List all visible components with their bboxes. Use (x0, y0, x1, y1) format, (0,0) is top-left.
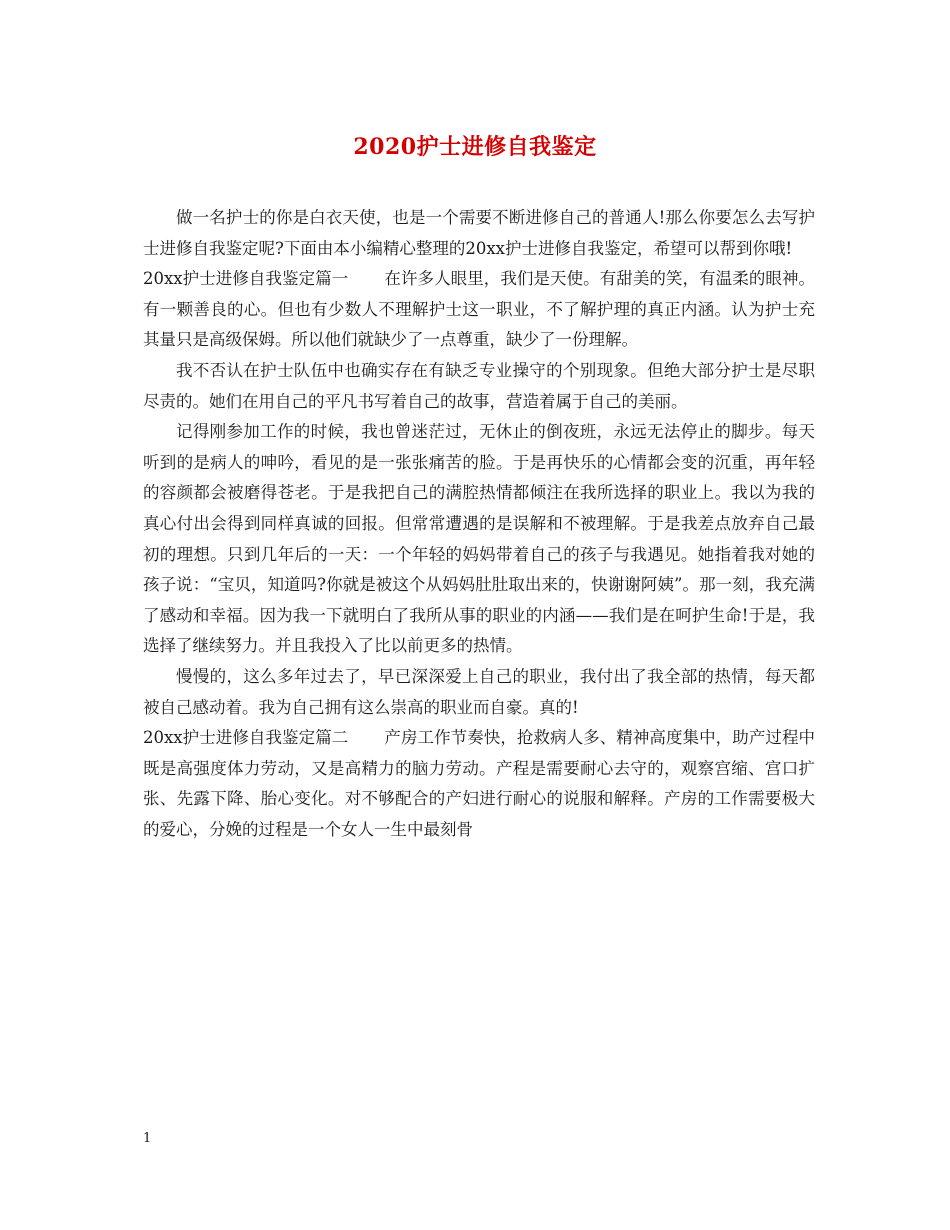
intro-paragraph: 做一名护士的你是白衣天使，也是一个需要不断进修自己的普通人!那么你要怎么去写护士进修自我鉴定呢?下面由本小编精心整理的20xx护士进修自我鉴定，希望可以帮到你哦! (143, 208, 815, 258)
section-1-heading: 20xx护士进修自我鉴定篇一 (143, 269, 349, 289)
section-1-paragraph-1 (143, 264, 815, 356)
section-2-text-1: 产房工作节奏快，抢救病人多、精神高度集中，助产过程中既是高强度体力劳动，又是高精力的脑力劳动。产程是需要耐心去守的，观察宫缩、宫口扩张、先露下降、胎心变化。对不够配合的产妇进行耐心的说服和解释。产房的工作需要极大的爱心，分娩的过程是一个女人一生中最刻骨 (143, 728, 816, 839)
document-title: 2020护士进修自我鉴定 (353, 134, 597, 160)
section-2-paragraph-1 (143, 723, 815, 845)
section-1-paragraph-3: 记得刚参加工作的时候，我也曾迷茫过，无休止的倒夜班，永远无法停止的脚步。每天听到的是病人的呻吟，看见的是一张张痛苦的脸。于是再快乐的心情都会变的沉重，再年轻的容颜都会被磨得苍老。于是我把自己的满腔热情都倾注在我所选择的职业上。我以为我的真心付出会得到同样真诚的回报。但常常遭遇的是误解和不被理解。于是我差点放弃自己最初的理想。只到几年后的一天：一个年轻的妈妈带着自己的孩子与我遇见。她指着我对她的孩子说：“宝贝，知道吗?你就是被这个从妈妈肚肚取出来的，快谢谢阿姨”。那一刻，我充满了感动和幸福。因为我一下就明白了我所从事的职业的内涵——我们是在呵护生命!于是，我选择了继续努力。并且我投入了比以前更多的热情。 (143, 422, 815, 656)
section-1-paragraph-4: 慢慢的，这么多年过去了，早已深深爱上自己的职业，我付出了我全部的热情，每天都被自己感动着。我为自己拥有这么崇高的职业而自豪。真的! (143, 666, 815, 717)
section-1-paragraph-2: 我不否认在护士队伍中也确实存在有缺乏专业操守的个别现象。但绝大部分护士是尽职尽责的。她们在用自己的平凡书写着自己的故事，营造着属于自己的美丽。 (143, 360, 815, 411)
document-body (143, 203, 815, 845)
section-1-text-1: 在许多人眼里，我们是天使。有甜美的笑，有温柔的眼神。有一颗善良的心。但也有少数人不理解护士这一职业，不了解护理的真正内涵。认为护士充其量只是高级保姆。所以他们就缺少了一点尊重，缺少了一份理解。 (143, 269, 816, 350)
section-2-heading: 20xx护士进修自我鉴定篇二 (143, 728, 349, 748)
page-number: 1 (143, 1131, 152, 1146)
